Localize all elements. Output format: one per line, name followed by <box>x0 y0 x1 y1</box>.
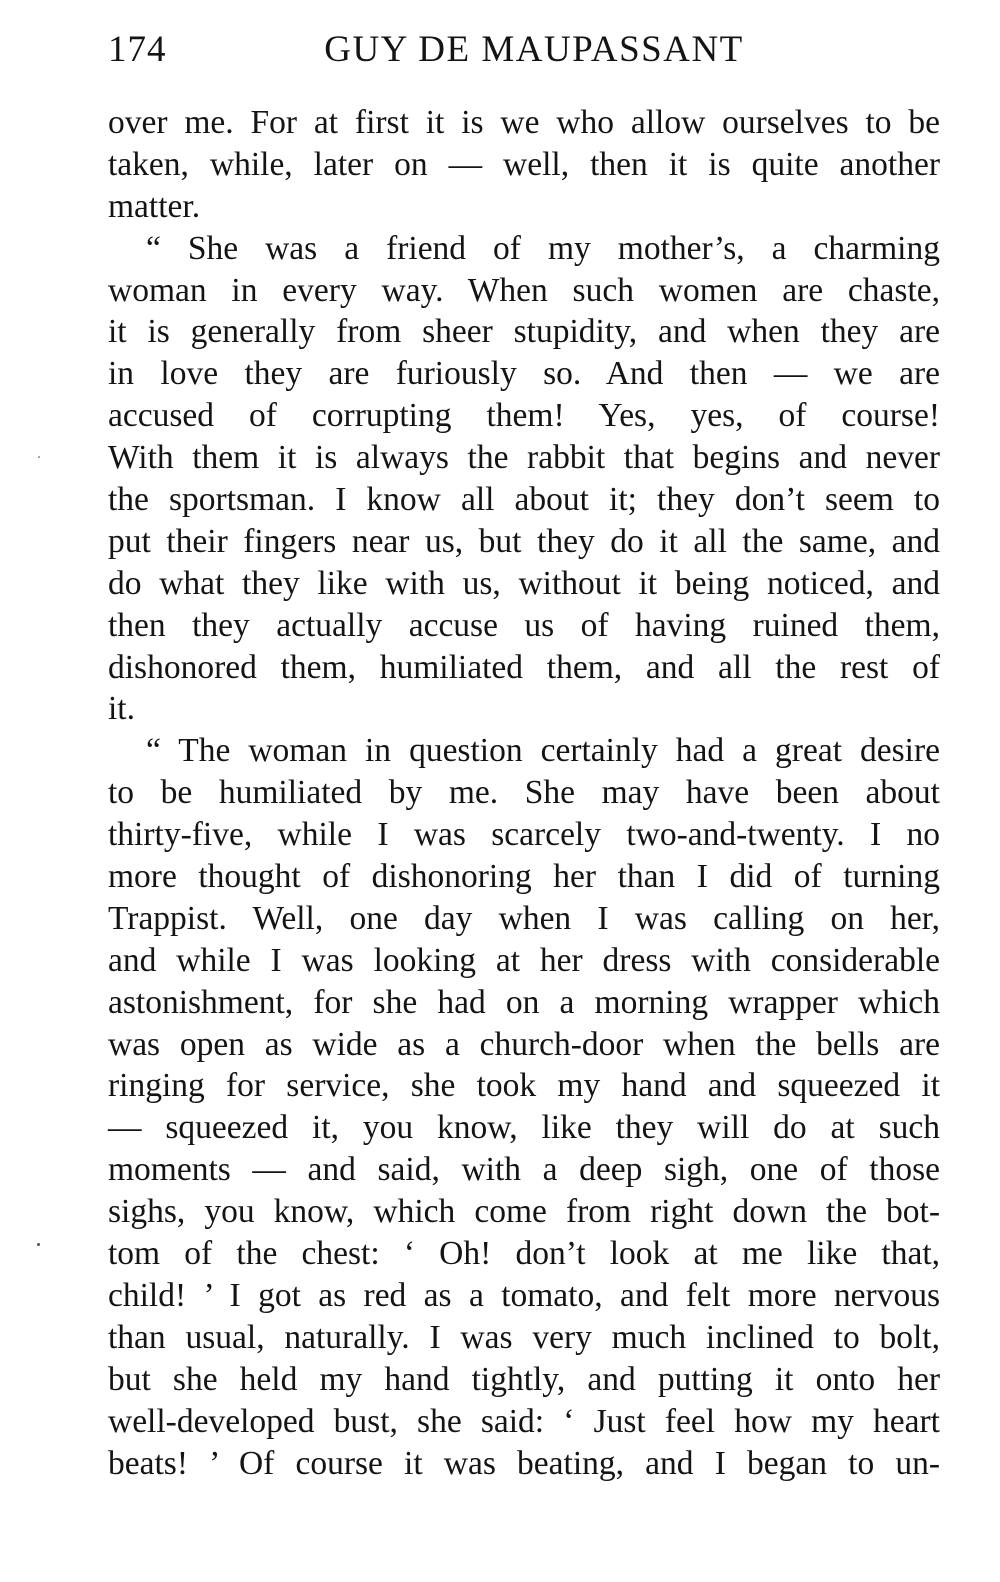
text-line: matter. <box>108 187 201 225</box>
text-line: do what they like with us, without it being noticed, and <box>108 564 940 602</box>
text-line: to be humiliated by me. She may have been about <box>108 774 940 812</box>
running-head <box>108 22 940 82</box>
text-line: in love they are furiously so. And then — we are <box>108 355 940 393</box>
text-line: astonishment, for she had on a morning wrapper which <box>108 983 940 1021</box>
text-line: and while I was looking at her dress with considerable <box>108 941 940 979</box>
text-line: over me. For at first it is we who allow ourselves to be <box>108 104 940 141</box>
text-line: was open as wide as a church-door when the bells are <box>108 1025 940 1063</box>
text-line: child! ’ I got as red as a tomato, and felt more nervous <box>108 1276 940 1314</box>
text-line: more thought of dishonoring her than I did of turning <box>108 858 940 896</box>
text-line: tom of the chest: ‘ Oh! don’t look at me like that, <box>108 1235 940 1273</box>
text-line: woman in every way. When such women are chaste, <box>108 271 940 309</box>
text-line: than usual, naturally. I was very much inclined to bolt, <box>108 1318 940 1356</box>
text-line: dishonored them, humiliated them, and all the rest of <box>108 648 940 686</box>
text-line: With them it is always the rabbit that begins and never <box>108 439 940 477</box>
text-line: ringing for service, she took my hand and squeezed it <box>108 1067 940 1105</box>
text-line: “ She was a friend of my mother’s, a charming <box>146 229 940 267</box>
text-line: taken, while, later on — well, then it is quite another <box>108 145 940 183</box>
text-line: moments — and said, with a deep sigh, one of those <box>108 1151 940 1189</box>
text-line: the sportsman. I know all about it; they don’t seem to <box>108 481 940 519</box>
body-text <box>108 102 940 1484</box>
text-line: but she held my hand tightly, and putting it onto her <box>108 1360 940 1398</box>
text-line: accused of corrupting them! Yes, yes, of course! <box>108 397 940 435</box>
text-line: “ The woman in question certainly had a great desire <box>146 732 940 770</box>
text-line: thirty-five, while I was scarcely two-and-twenty. I no <box>108 816 940 854</box>
text-line: put their fingers near us, but they do it all the same, and <box>108 522 940 560</box>
text-line: Trappist. Well, one day when I was calling on her, <box>108 899 940 937</box>
text-line: it is generally from sheer stupidity, and when they are <box>108 313 940 351</box>
text-line: — squeezed it, you know, like they will do at such <box>108 1109 940 1147</box>
text-line: well-developed bust, she said: ‘ Just feel how my heart <box>108 1402 940 1440</box>
text-line: sighs, you know, which come from right down the bot- <box>108 1193 940 1231</box>
scan-speck <box>38 456 40 458</box>
text-line: beats! ’ Of course it was beating, and I began to un- <box>108 1444 940 1482</box>
running-title: GUY DE MAUPASSANT <box>324 29 744 70</box>
text-line: it. <box>108 690 135 728</box>
scan-speck <box>37 1243 40 1246</box>
page-number: 174 <box>108 29 167 70</box>
text-line: then they actually accuse us of having ruined them, <box>108 606 940 644</box>
